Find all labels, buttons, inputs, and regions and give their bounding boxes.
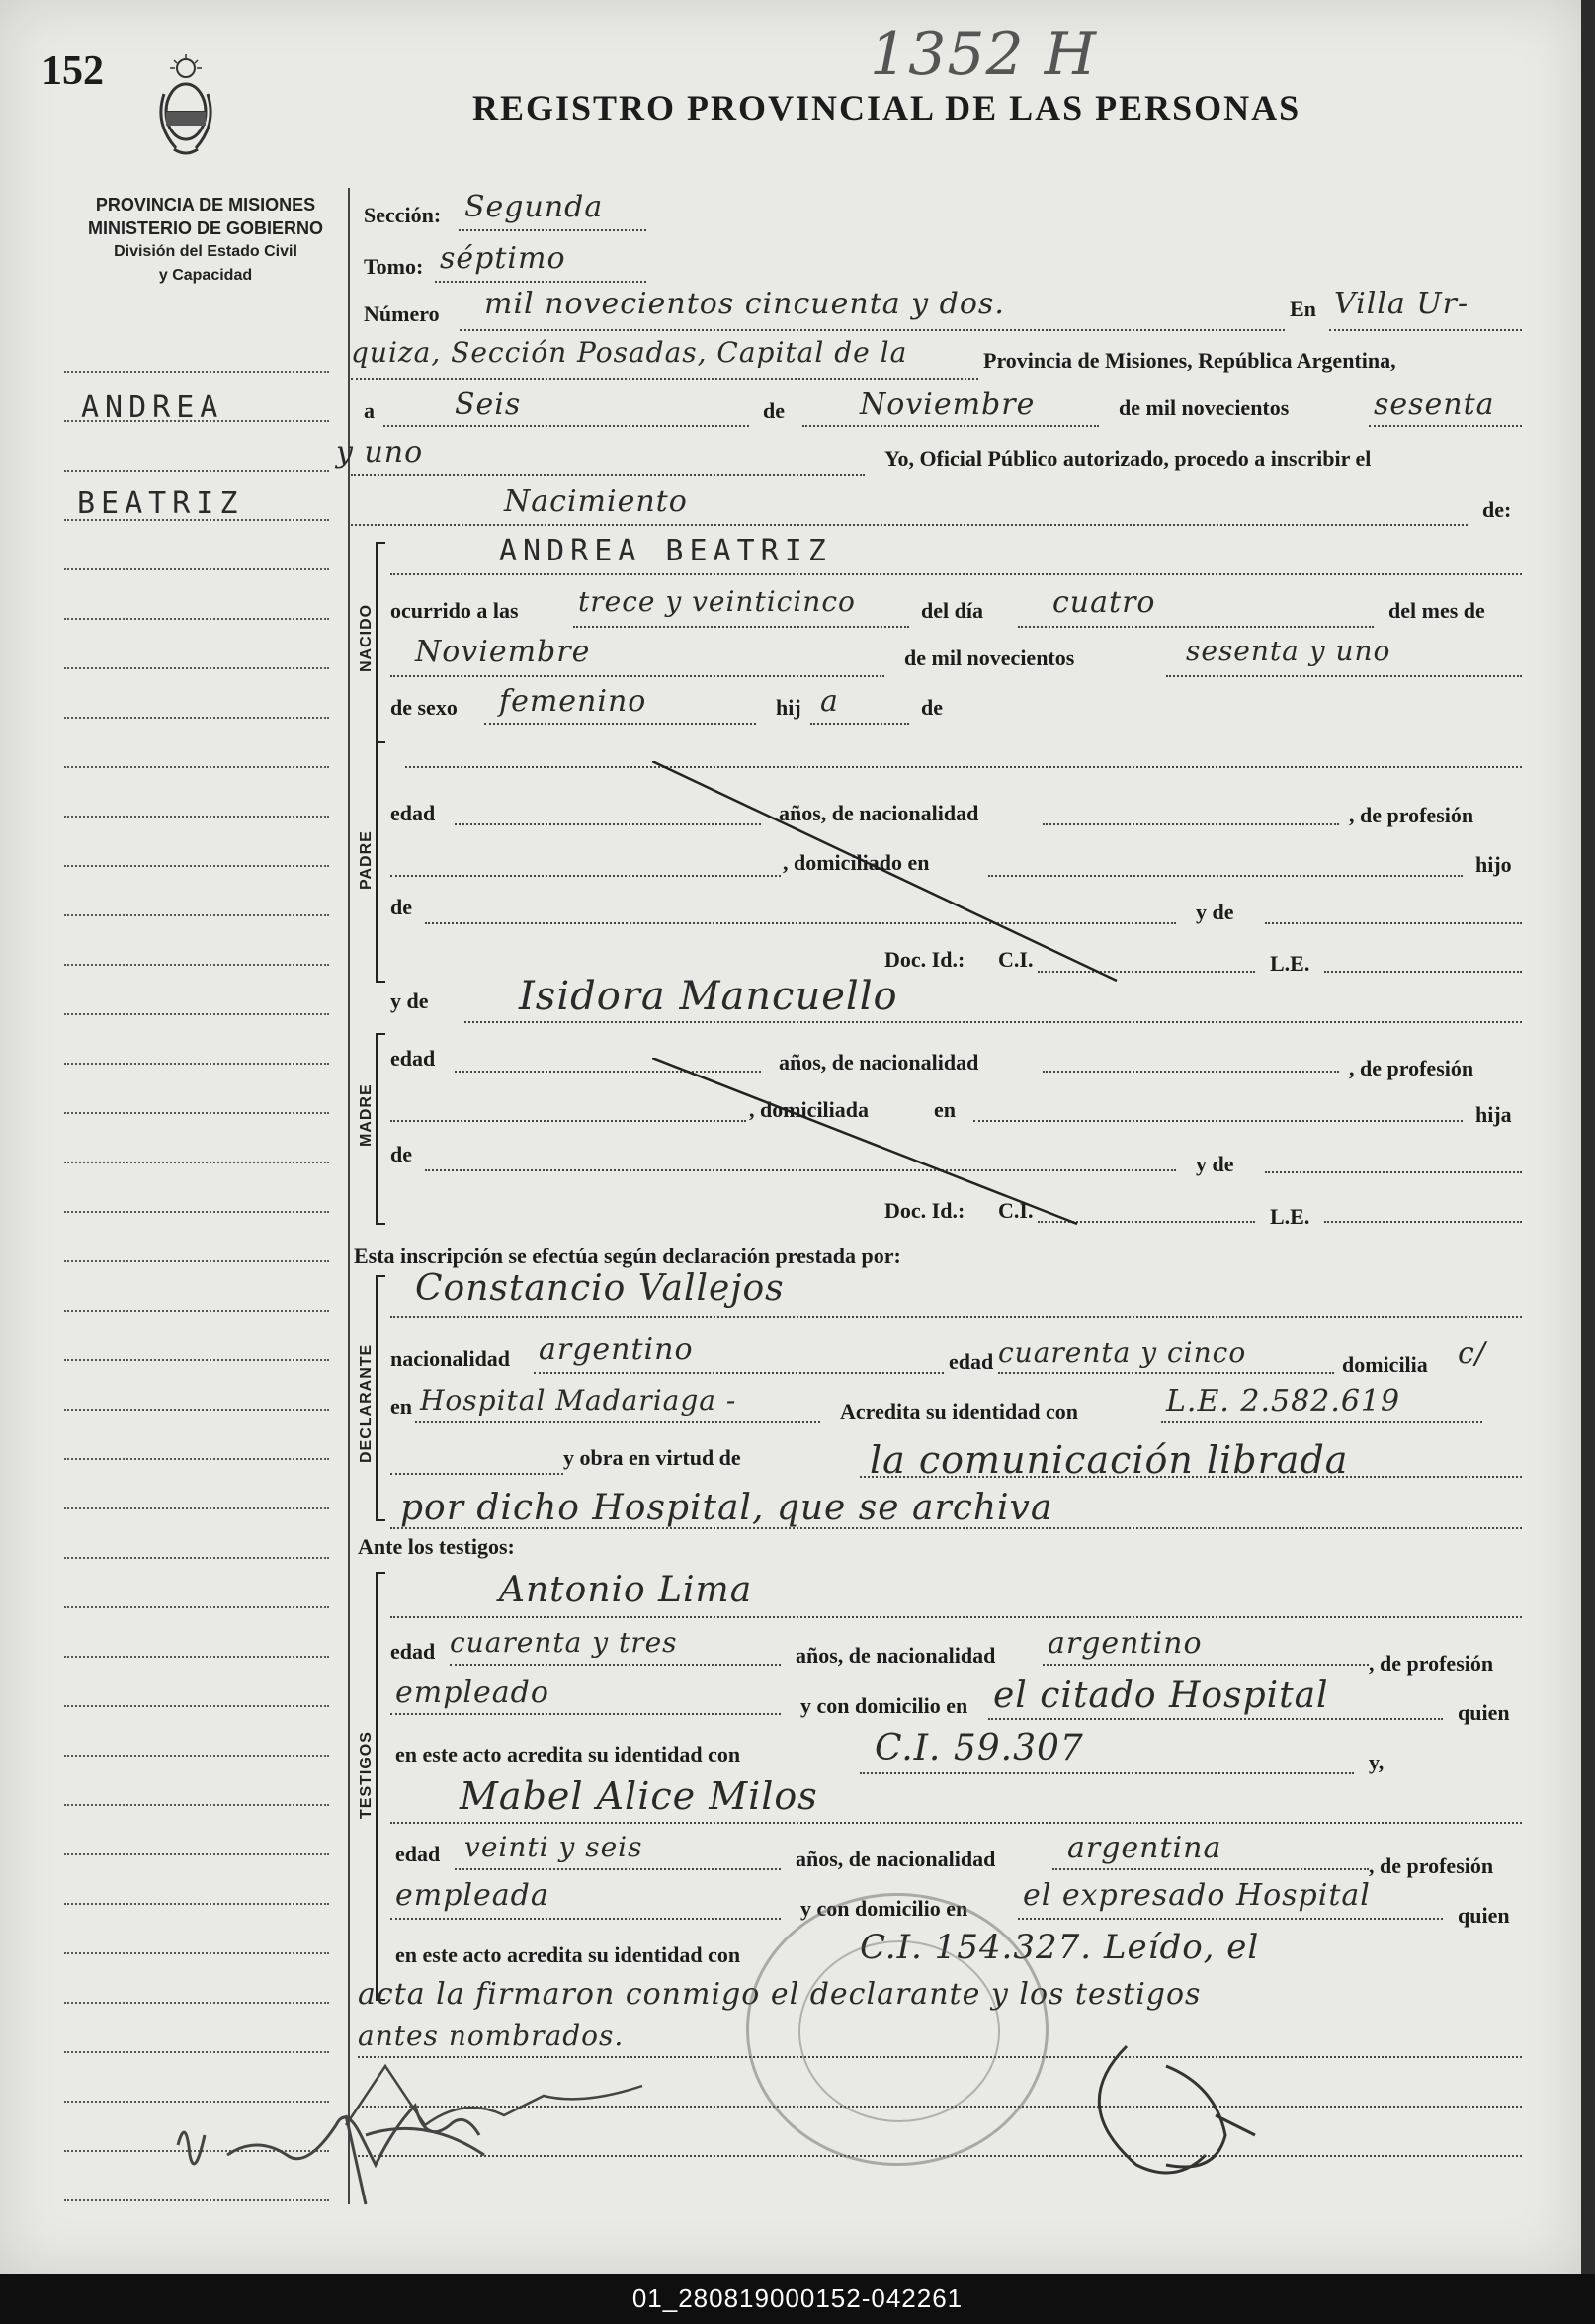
label-de-padre: de xyxy=(390,895,412,919)
official-stamp xyxy=(746,1893,1049,2166)
value-nacionalidad-decl: argentino xyxy=(539,1333,694,1367)
value-seccion: Segunda xyxy=(464,190,604,224)
value-mes: Noviembre xyxy=(860,387,1036,422)
value-dia-nac: cuatro xyxy=(1052,585,1156,620)
label-quien-t1: quien xyxy=(1458,1700,1510,1725)
label-obra: y obra en virtud de xyxy=(563,1445,741,1470)
label-yo: Yo, Oficial Público autorizado, procedo a inscribir el xyxy=(884,446,1372,471)
value-anio-1: sesenta xyxy=(1374,387,1495,422)
label-de-1: de xyxy=(763,398,785,423)
label-y-t1: y, xyxy=(1369,1750,1385,1774)
label-hija: hija xyxy=(1475,1102,1512,1127)
value-lugar-1: Villa Ur- xyxy=(1334,287,1469,321)
value-lugar-2: quiza, Sección Posadas, Capital de la xyxy=(351,336,908,369)
value-t1-domicilio: el citado Hospital xyxy=(993,1676,1329,1716)
margin-rule xyxy=(348,188,350,2204)
label-anos-t2: años, de nacionalidad xyxy=(796,1847,996,1871)
label-hijo: hijo xyxy=(1475,852,1512,877)
label-en-este-acto-t2: en este acto acredita su identidad con xyxy=(395,1942,741,1967)
value-t2-domicilio: el expresado Hospital xyxy=(1023,1878,1371,1913)
label-padre: PADRE xyxy=(358,830,375,890)
archive-number: 1352 H xyxy=(870,20,1098,89)
label-del-dia: del día xyxy=(921,598,983,623)
label-a: a xyxy=(364,398,375,423)
label-profesion-madre: , de profesión xyxy=(1349,1056,1474,1080)
label-seccion: Sección: xyxy=(364,203,442,227)
value-hij-suffix: a xyxy=(820,684,839,719)
value-acto: Nacimiento xyxy=(504,484,688,519)
label-acredita: Acredita su identidad con xyxy=(840,1399,1079,1423)
issuer-block xyxy=(71,193,340,288)
label-de-mil-2: de mil novecientos xyxy=(904,646,1075,670)
page-number: 152 xyxy=(42,48,104,94)
label-ocurrido: ocurrido a las xyxy=(390,598,519,623)
value-t1-edad: cuarenta y tres xyxy=(450,1626,678,1659)
value-sexo: femenino xyxy=(499,684,647,719)
value-madre: Isidora Mancuello xyxy=(519,974,898,1019)
label-de-colon: de: xyxy=(1482,497,1512,522)
label-ante: Ante los testigos: xyxy=(358,1534,515,1559)
label-ci-madre: C.I. xyxy=(998,1198,1034,1223)
signature-official xyxy=(1067,2026,1285,2195)
label-edad-padre: edad xyxy=(390,801,436,825)
value-t1-nac: argentino xyxy=(1048,1626,1203,1661)
value-anio-nac: sesenta y uno xyxy=(1186,635,1391,667)
coat-of-arms-icon xyxy=(156,54,215,163)
margin-note-second-name: BEATRIZ xyxy=(77,486,244,521)
label-profesion-padre: , de profesión xyxy=(1349,803,1474,827)
label-domiciliado: , domiciliado en xyxy=(783,850,930,875)
province-name: PROVINCIA DE MISIONES xyxy=(95,195,316,215)
label-anos-padre: años, de nacionalidad xyxy=(779,801,979,825)
label-de-2: de xyxy=(921,695,943,720)
label-y-de-madre: y de xyxy=(390,989,429,1013)
label-edad-t2: edad xyxy=(395,1842,441,1866)
label-de-mil: de mil novecientos xyxy=(1119,395,1290,420)
label-madre: MADRE xyxy=(358,1083,375,1147)
value-t2-nac: argentina xyxy=(1067,1831,1222,1865)
label-domicilio-t1: y con domicilio en xyxy=(800,1693,968,1718)
label-edad-madre: edad xyxy=(390,1046,436,1071)
label-tomo: Tomo: xyxy=(364,254,424,279)
label-domicilio-t2: y con domicilio en xyxy=(800,1896,968,1921)
value-domicilia-decl: c/ xyxy=(1458,1336,1486,1371)
madre-bracket xyxy=(376,1033,385,1225)
value-dia: Seis xyxy=(455,387,522,422)
label-de-madre: de xyxy=(390,1142,412,1166)
value-tomo: séptimo xyxy=(440,241,566,276)
value-t2-prof: empleada xyxy=(395,1878,549,1913)
label-anos-madre: años, de nacionalidad xyxy=(779,1050,979,1075)
label-anos-t1: años, de nacionalidad xyxy=(796,1643,996,1668)
madre-strike-line xyxy=(652,1058,1087,1231)
value-t2-edad: veinti y seis xyxy=(464,1831,643,1863)
value-documento-decl: L.E. 2.582.619 xyxy=(1166,1384,1401,1419)
value-testigo1: Antonio Lima xyxy=(499,1570,753,1610)
label-edad-decl: edad xyxy=(949,1349,994,1374)
margin-note-first-name: ANDREA xyxy=(81,390,224,425)
label-quien-t2: quien xyxy=(1458,1903,1510,1928)
label-declarante: DECLARANTE xyxy=(358,1343,375,1463)
declarante-bracket xyxy=(376,1275,385,1521)
label-ci-padre: C.I. xyxy=(998,947,1034,972)
label-le-madre: L.E. xyxy=(1270,1204,1310,1229)
label-numero: Número xyxy=(364,301,440,326)
label-y-de-madre-2: y de xyxy=(1196,1152,1234,1176)
nacido-bracket xyxy=(376,542,385,743)
label-edad-t1: edad xyxy=(390,1639,436,1664)
value-cierre-1: acta la firmaron conmigo el declarante y los testigos xyxy=(358,1977,1202,2012)
label-domiciliada: , domiciliada xyxy=(749,1097,870,1122)
value-edad-decl: cuarenta y cinco xyxy=(998,1336,1247,1369)
label-nacionalidad-decl: nacionalidad xyxy=(390,1346,511,1371)
label-hij: hij xyxy=(776,695,801,720)
value-t2-doc: C.I. 154.327. Leído, el xyxy=(860,1928,1260,1967)
label-inscripcion: Esta inscripción se efectúa según declaración prestada por: xyxy=(354,1244,901,1268)
value-nombre: ANDREA BEATRIZ xyxy=(499,534,832,568)
label-profesion-t1: , de profesión xyxy=(1369,1651,1494,1676)
label-en-madre: en xyxy=(934,1097,956,1122)
value-obra-2: por dicho Hospital, que se archiva xyxy=(400,1488,1053,1528)
value-hora: trece y veinticinco xyxy=(578,585,856,618)
label-le-padre: L.E. xyxy=(1270,951,1310,976)
label-domicilia: domicilia xyxy=(1342,1352,1428,1377)
padre-bracket xyxy=(376,741,385,983)
division-line-2: y Capacidad xyxy=(158,267,253,284)
value-t1-doc: C.I. 59.307 xyxy=(875,1728,1084,1768)
file-id-footer: 01_280819000152-042261 xyxy=(0,2274,1595,2324)
division-line-1: División del Estado Civil xyxy=(114,243,297,260)
label-nacido: NACIDO xyxy=(358,603,375,672)
label-y-de-padre: y de xyxy=(1196,900,1234,924)
value-t1-prof: empleado xyxy=(395,1676,549,1710)
label-testigos: TESTIGOS xyxy=(358,1731,375,1819)
label-en-decl: en xyxy=(390,1394,412,1419)
signature-testigo xyxy=(336,2046,692,2145)
label-doc-padre: Doc. Id.: xyxy=(884,947,965,972)
label-provincia: Provincia de Misiones, República Argentina, xyxy=(983,348,1396,373)
value-testigo2: Mabel Alice Milos xyxy=(460,1774,818,1818)
value-obra-1: la comunicación librada xyxy=(870,1438,1349,1482)
label-profesion-t2: , de profesión xyxy=(1369,1853,1494,1878)
label-en: En xyxy=(1290,297,1316,321)
ministry-name: MINISTERIO DE GOBIERNO xyxy=(87,218,324,238)
value-declarante: Constancio Vallejos xyxy=(415,1268,785,1309)
label-del-mes: del mes de xyxy=(1388,598,1485,623)
label-de-sexo: de sexo xyxy=(390,695,458,720)
page-title: REGISTRO PROVINCIAL DE LAS PERSONAS xyxy=(472,88,1301,128)
value-numero: mil novecientos cincuenta y dos. xyxy=(484,287,1005,321)
value-mes-nac: Noviembre xyxy=(415,635,591,669)
testigos-bracket xyxy=(376,1572,385,2001)
label-en-este-acto-t1: en este acto acredita su identidad con xyxy=(395,1742,741,1766)
value-domicilio-decl: Hospital Madariaga - xyxy=(420,1384,737,1417)
label-doc-madre: Doc. Id.: xyxy=(884,1198,965,1223)
value-anio-2: y uno xyxy=(336,435,424,470)
value-cierre-2: antes nombrados. xyxy=(358,2020,625,2052)
padre-strike-line xyxy=(652,761,1127,989)
